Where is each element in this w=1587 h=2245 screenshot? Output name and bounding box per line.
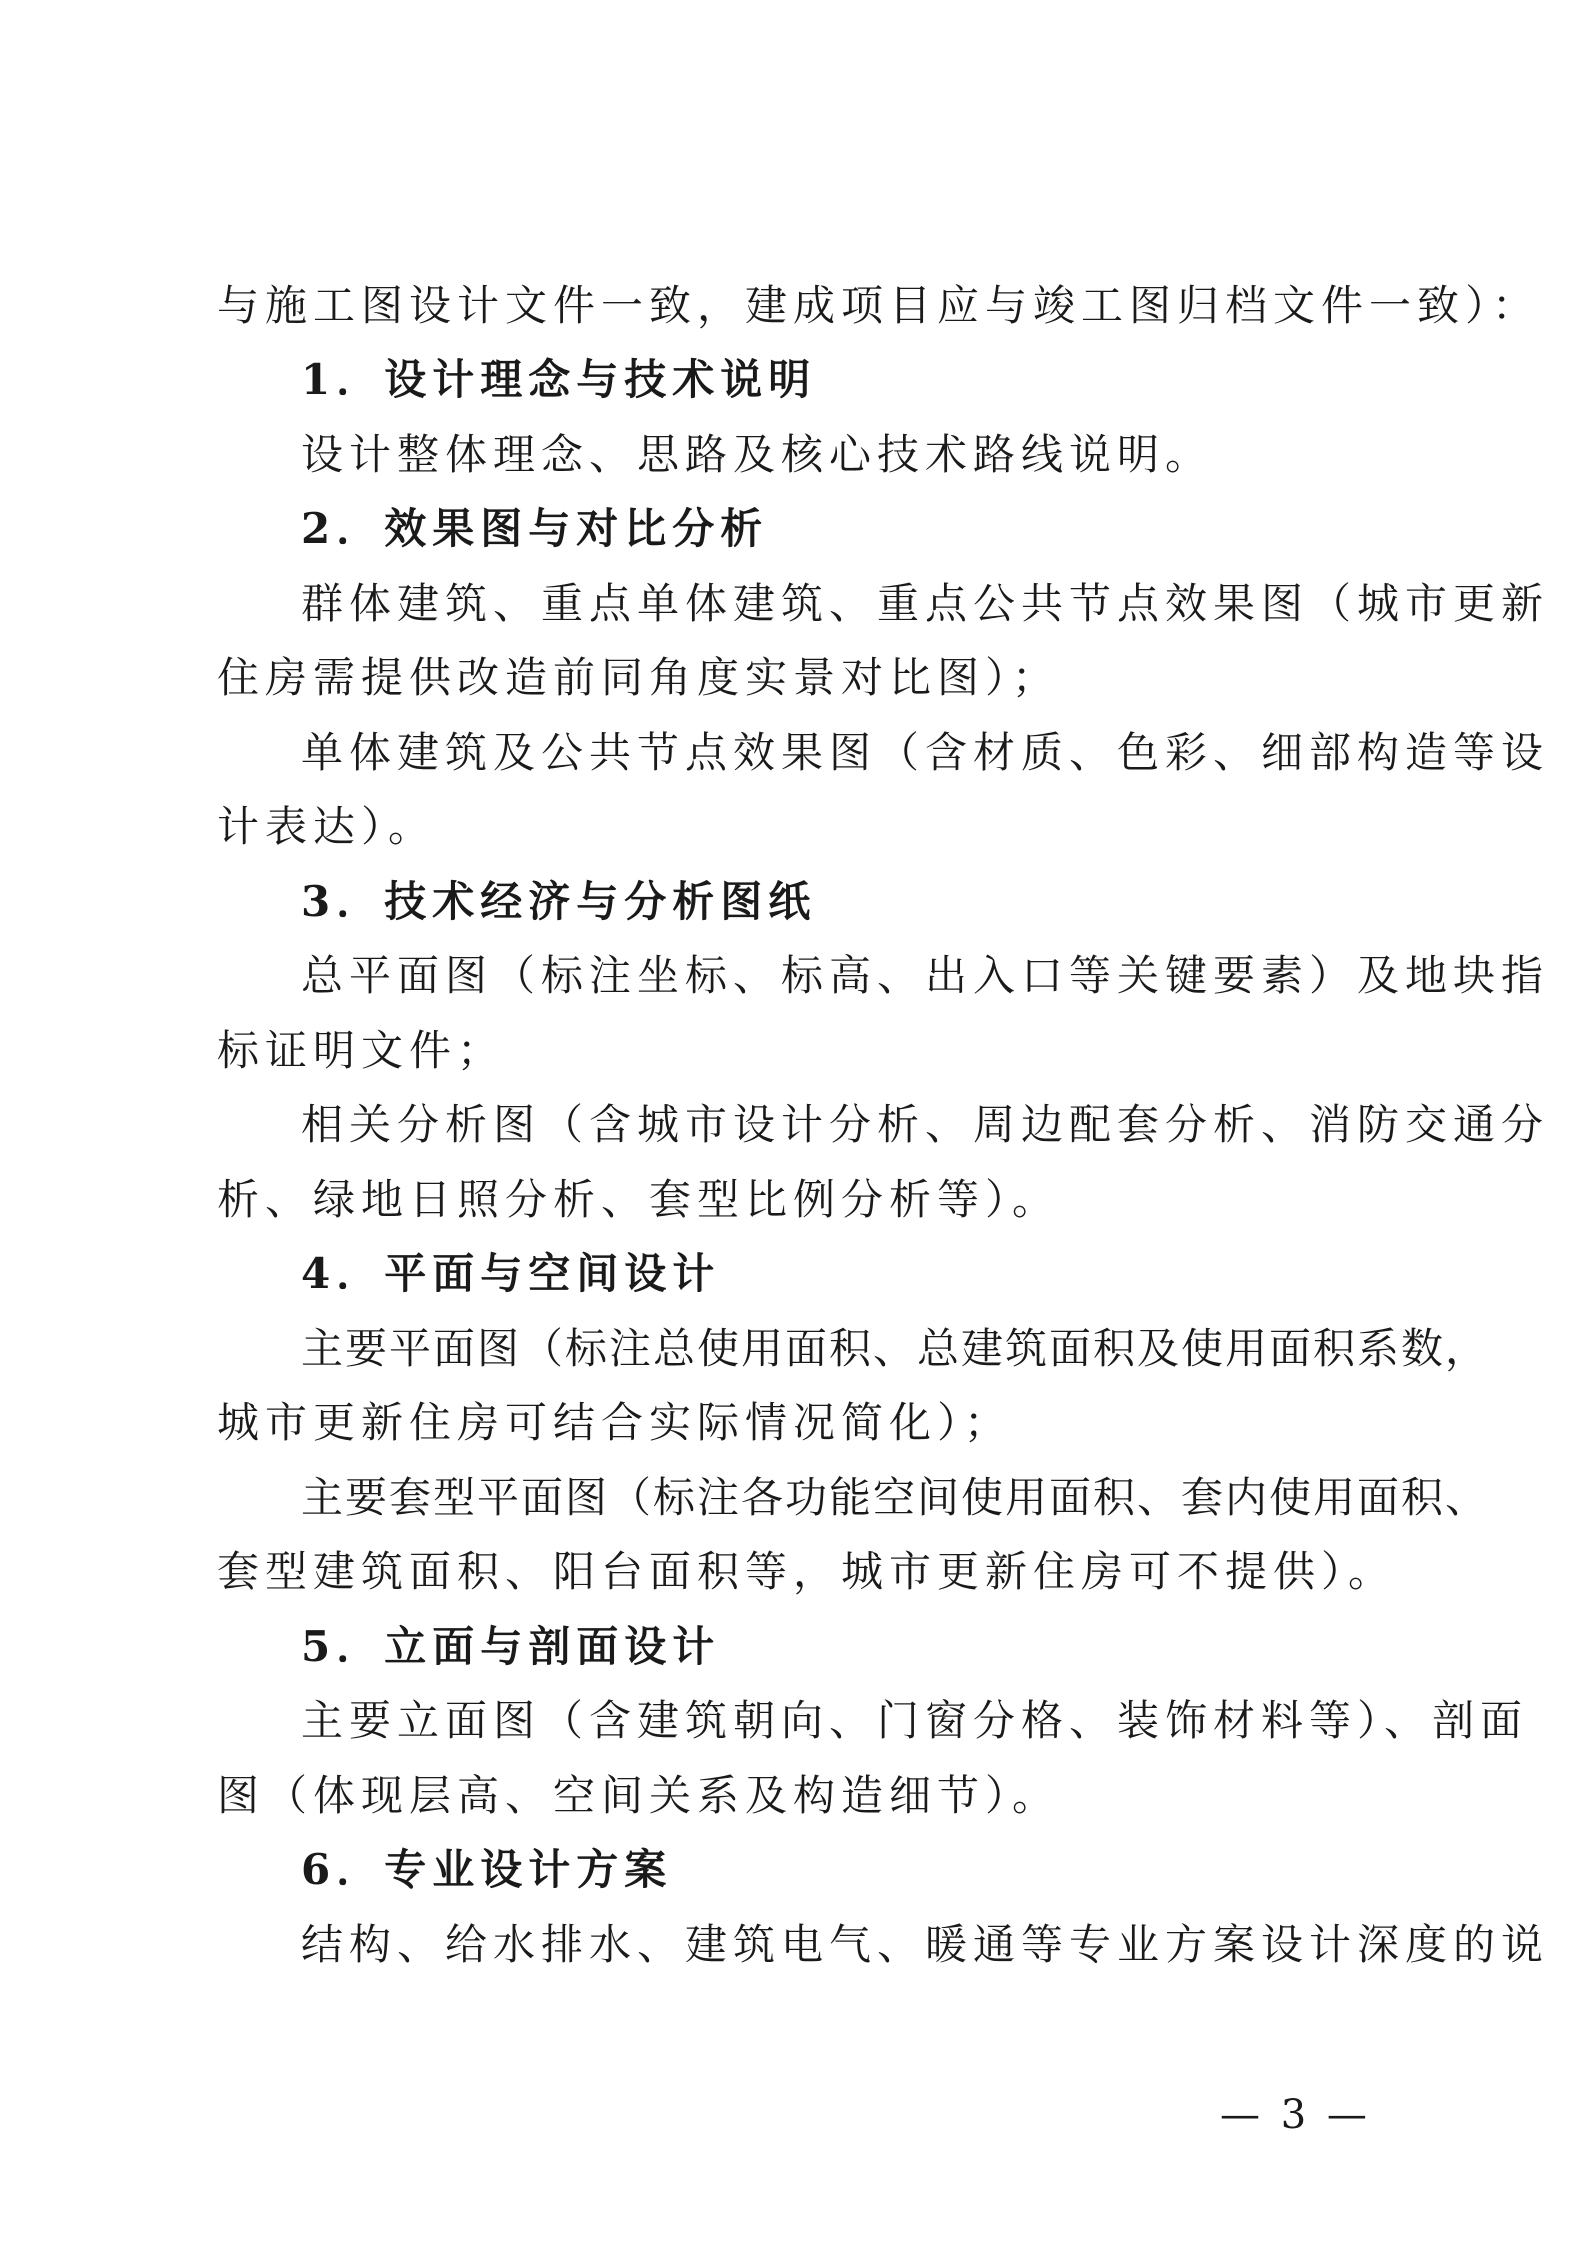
text-line: 与施工图设计文件一致，建成项目应与竣工图归档文件一致）： — [217, 281, 1541, 330]
section-heading-4: 4．平面与空间设计 — [301, 1249, 721, 1298]
section-heading-1: 1．设计理念与技术说明 — [301, 355, 817, 404]
text-line: 城市更新住房可结合实际情况简化）； — [217, 1398, 1013, 1447]
text-line: 总平面图（标注坐标、标高、出入口等关键要素）及地块指 — [301, 951, 1550, 1000]
section-heading-5: 5．立面与剖面设计 — [301, 1622, 721, 1671]
text-line: 设计整体理念、思路及核心技术路线说明。 — [301, 430, 1214, 479]
text-line: 主要立面图（含建筑朝向、门窗分格、装饰材料等）、剖面 — [301, 1696, 1529, 1745]
section-heading-3: 3．技术经济与分析图纸 — [301, 877, 817, 926]
text-line: 单体建筑及公共节点效果图（含材质、色彩、细部构造等设 — [301, 728, 1550, 777]
text-line: 计表达）。 — [217, 802, 437, 851]
text-line: 主要平面图（标注总使用面积、总建筑面积及使用面积系数， — [301, 1324, 1490, 1373]
text-line: 住房需提供改造前同角度实景对比图）； — [217, 653, 1061, 702]
text-line: 图（体现层高、空间关系及构造细节）。 — [217, 1771, 1061, 1820]
text-line: 结构、给水排水、建筑电气、暖通等专业方案设计深度的说 — [301, 1920, 1550, 1969]
text-line: 标证明文件； — [217, 1026, 506, 1075]
section-heading-2: 2．效果图与对比分析 — [301, 504, 769, 553]
text-line: 套型建筑面积、阳台面积等，城市更新住房可不提供）。 — [217, 1547, 1397, 1596]
text-line: 相关分析图（含城市设计分析、周边配套分析、消防交通分 — [301, 1100, 1550, 1149]
text-line: 析、绿地日照分析、套型比例分析等）。 — [217, 1175, 1061, 1224]
text-line: 群体建筑、重点单体建筑、重点公共节点效果图（城市更新 — [301, 579, 1550, 628]
section-heading-6: 6．专业设计方案 — [301, 1845, 673, 1894]
page-number: — 3 — — [1220, 2092, 1371, 2138]
text-line: 主要套型平面图（标注各功能空间使用面积、套内使用面积、 — [301, 1473, 1490, 1522]
